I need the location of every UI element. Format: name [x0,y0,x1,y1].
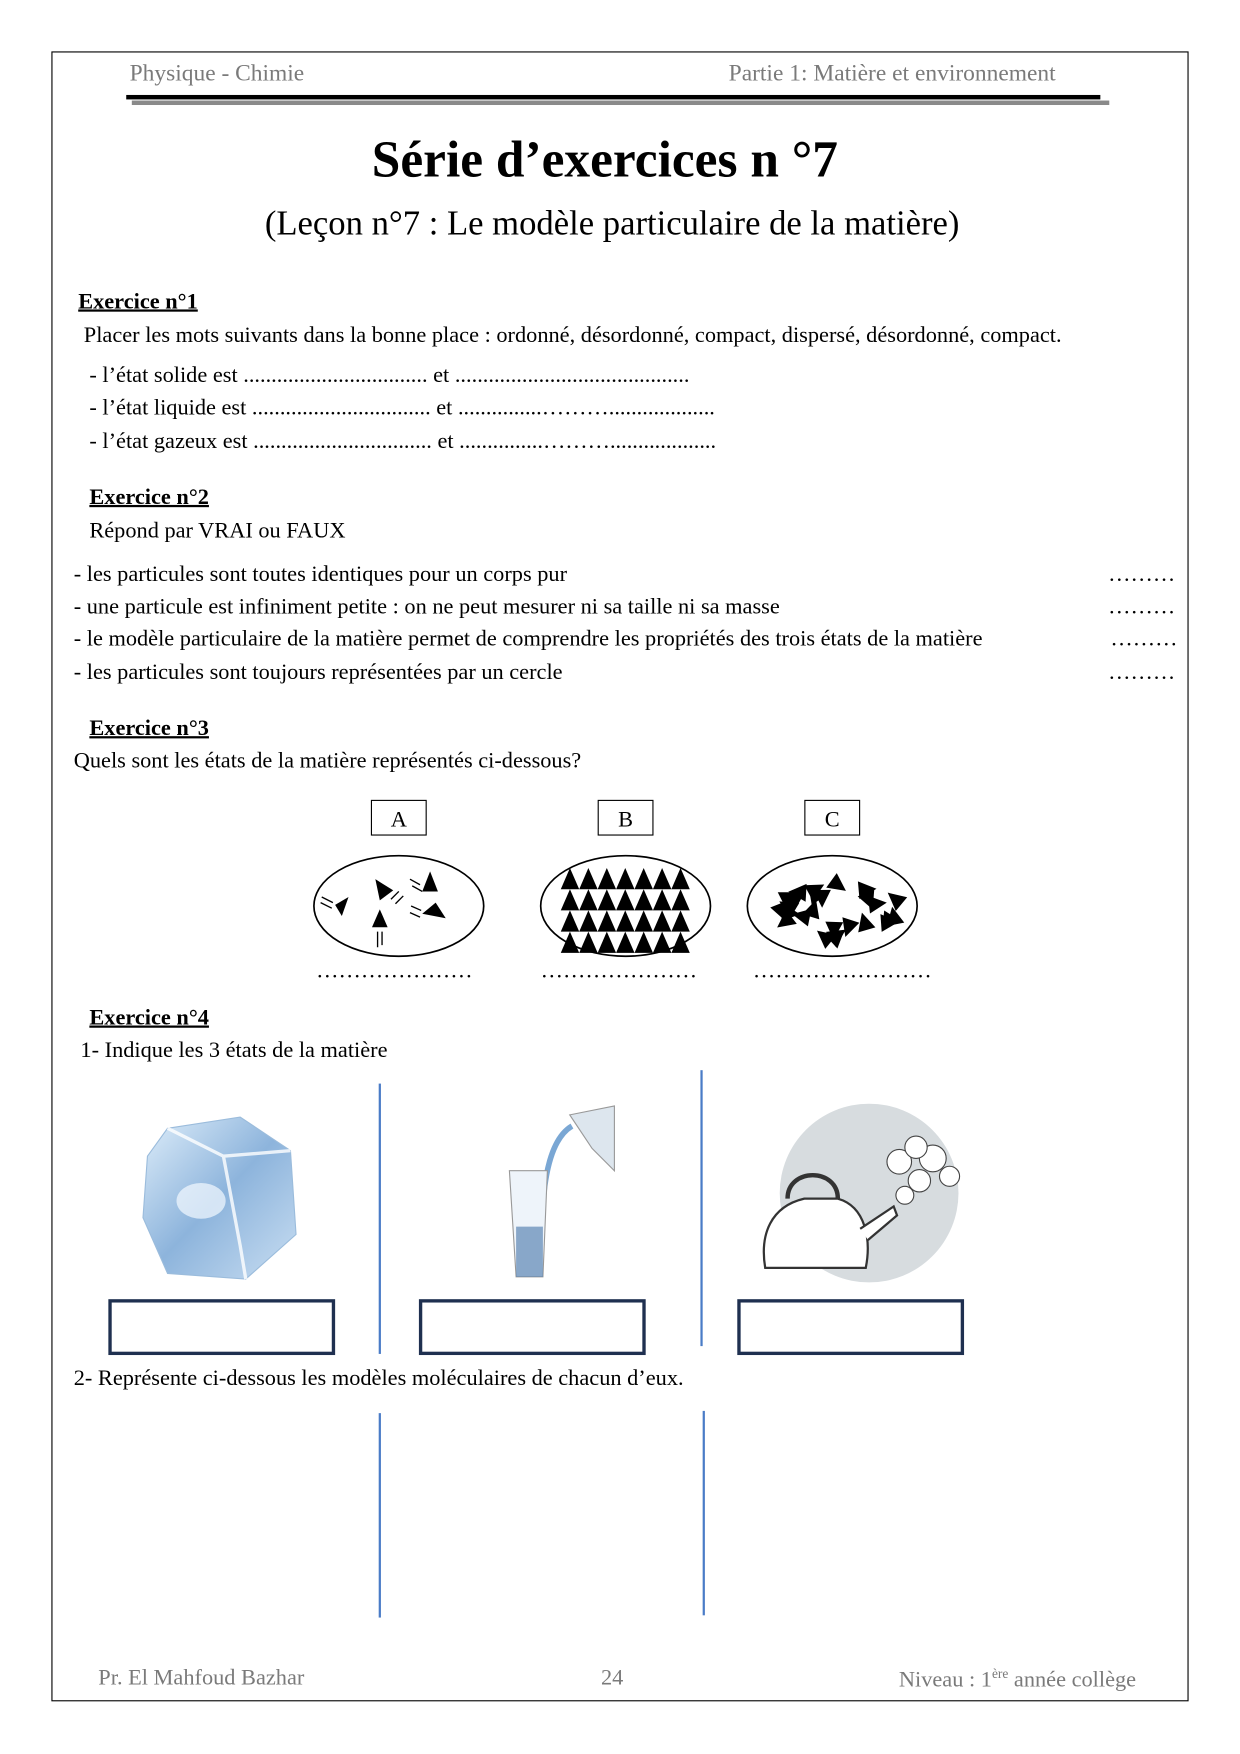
exercise-1-line: - l’état gazeux est ................................ et ...............………................... [89,428,717,454]
footer-level [899,1666,1136,1694]
true-false-blank: ……… [1110,626,1178,652]
particle [653,910,671,931]
label-c: C [804,800,860,836]
true-false-blank: ……… [1108,594,1176,619]
particle [671,932,689,953]
exercise-4-question-1: 1- Indique les 3 états de la matière [80,1037,388,1063]
particle [653,889,671,910]
boiling-kettle-image [754,1100,977,1284]
header-subject: Physique - Chimie [129,59,305,87]
footer-page-number: 24 [600,1665,624,1691]
particle [598,932,616,953]
state-answer-box-liquid[interactable] [419,1299,646,1355]
state-answer-box-gas[interactable] [737,1299,964,1355]
page-title: Série d’exercices n °7 [371,130,839,188]
footer-level-suffix: année collège [1008,1667,1137,1693]
column-divider [379,1413,381,1617]
particle [616,932,634,953]
particle [671,910,689,931]
answer-blank-a: ………………… [316,958,473,984]
particle [635,868,653,889]
exercise-1-line: - l’état solide est ................................. et .......................................... [89,363,690,388]
true-false-blank: ……… [1108,561,1176,587]
exercise-3-question: Quels sont les états de la matière représentés ci-dessous? [73,748,582,774]
exercise-3-heading: Exercice n°3 [89,716,209,741]
column-divider [703,1411,705,1615]
particle [561,910,579,931]
particle [882,886,907,911]
particle [579,889,597,910]
particle [671,889,689,910]
true-false-item: - une particule est infiniment petite : on ne peut mesurer ni sa taille ni sa masse [73,594,780,619]
answer-blank-c: …………………… [752,958,932,984]
exercise-1-heading: Exercice n°1 [78,289,198,314]
true-false-item: - le modèle particulaire de la matière permet de comprendre les propriétés des trois états de la matière [73,626,983,652]
header-rule [126,95,1100,99]
particle [826,873,851,898]
solid-model-diagram [541,856,711,957]
exercise-1-instruction: Placer les mots suivants dans la bonne place : ordonné, désordonné, compact, dispersé, désordonné, compact. [83,322,1062,348]
particle [616,910,634,931]
particle [561,932,579,953]
particle [598,868,616,889]
footer-level-sup: ère [991,1665,1009,1682]
particle [653,932,671,953]
label-b: B [598,800,654,836]
label-a: A [371,800,427,836]
true-false-blank: ……… [1108,660,1176,685]
water-pitcher-image [503,1104,620,1285]
footer-level-prefix: Niveau : 1 [898,1667,992,1693]
particle-models [302,849,939,966]
particle [616,868,634,889]
exercise-4-heading: Exercice n°4 [89,1005,209,1030]
header-rule-shadow [132,101,1109,105]
particle [653,868,671,889]
particle [616,889,634,910]
column-divider [379,1084,381,1354]
particle [579,932,597,953]
particle [635,889,653,910]
column-divider [700,1070,702,1346]
particle [598,910,616,931]
exercise-4-question-2: 2- Représente ci-dessous les modèles moléculaires de chacun d’eux. [73,1366,684,1391]
answer-blank-b: ………………… [540,958,698,984]
particle [635,932,653,953]
particle [579,868,597,889]
ice-cube-image [134,1112,302,1289]
exercise-2-instruction: Répond par VRAI ou FAUX [89,518,346,543]
exercise-1-line: - l’état liquide est ................................ et ...............………................... [89,395,715,421]
state-answer-box-solid[interactable] [108,1299,335,1355]
liquid-model-diagram [747,856,917,957]
gas-model-diagram [314,856,484,957]
particle [598,889,616,910]
particle [635,910,653,931]
true-false-item: - les particules sont toujours représentées par un cercle [73,660,563,685]
exercise-2-heading: Exercice n°2 [89,484,209,510]
particle [853,910,875,932]
header-part: Partie 1: Matière et environnement [728,59,1056,87]
footer-author: Pr. El Mahfoud Bazhar [98,1665,305,1691]
page-subtitle: (Leçon n°7 : Le modèle particulaire de la matière) [264,203,960,243]
particle [561,889,579,910]
particle [579,910,597,931]
true-false-item: - les particules sont toutes identiques pour un corps pur [73,561,568,587]
